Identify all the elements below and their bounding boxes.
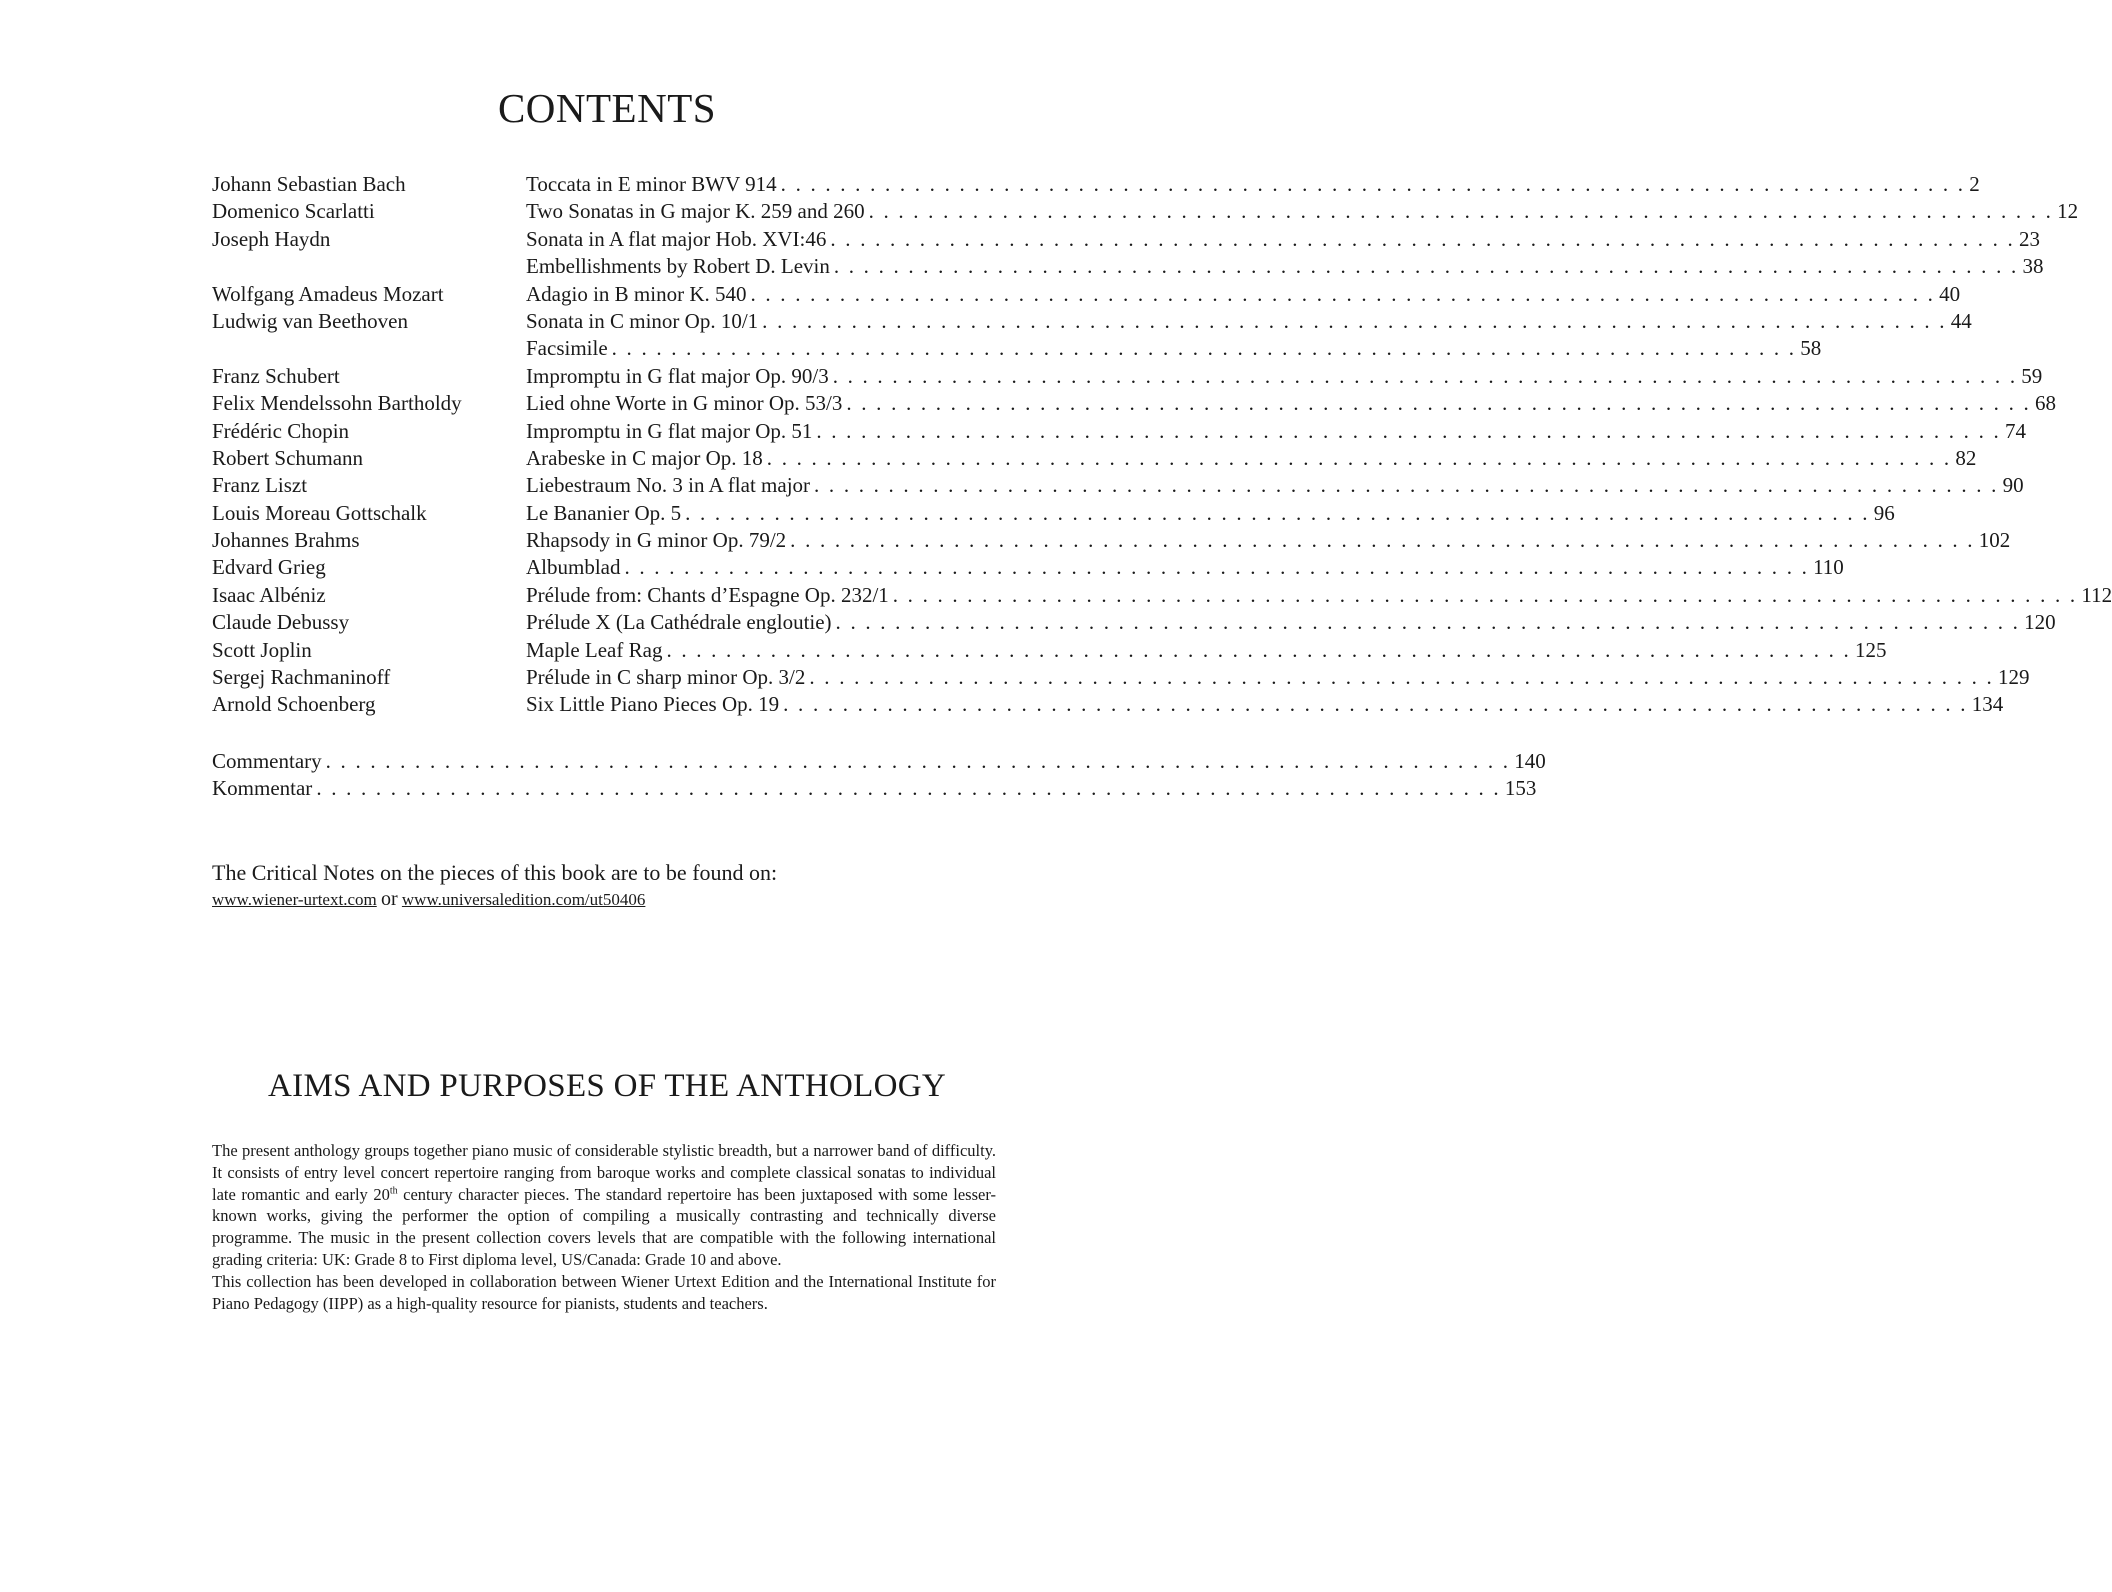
dot-leader: . . . . . . . . . . . . . . . . . . . . . . . . . . . . . . . . . . . . . . . . . . . . . . . . . . . . . . . . . . . . . . . . . . . . . . . . . . . . . . . . [783,692,1968,717]
piece-cell [212,775,1537,802]
piece-title: Embellishments by Robert D. Levin [526,254,830,279]
composer-name: Sergej Rachmaninoff [212,665,391,690]
page-number: 58 [1800,336,1822,361]
piece-title: Impromptu in G flat major Op. 51 [526,418,813,443]
composer-name: Joseph Haydn [212,226,331,251]
contents-entry [212,582,2112,609]
aims-paragraph-1-b: century character pieces. The standard repertoire has been juxtaposed with some lesser-known works, giving the performer the option of compiling a musically contrasting and technically diverse programme. The music in the present collection covers levels that are compatible with the following international grading criteria: UK: Grade 8 to First diploma level, US/Canada: Grade 10 and above. [212,1184,997,1269]
aims-sup: th [389,1185,398,1197]
piece-cell [526,418,2026,445]
contents-entry [212,418,2026,445]
contents-entry [212,472,2024,499]
dot-leader: . . . . . . . . . . . . . . . . . . . . . . . . . . . . . . . . . . . . . . . . . . . . . . . . . . . . . . . . . . . . . . . . . . . . . . . . . . . . . . . . [832,363,2018,388]
section-title: Kommentar [212,776,313,801]
contents-extra-entry [212,775,1537,802]
page-number: 110 [1813,555,1844,580]
piece-title: Sonata in C minor Op. 10/1 [526,308,759,333]
page-number: 140 [1514,749,1546,773]
or-text: or [380,888,398,910]
aims-paragraph-1-a: The present anthology groups together piano music of considerable stylistic breadth, but a narrower band of difficulty. It consists of entry level concert repertoire ranging from baroque works and complete classical sonatas to individual late romantic and early 20 [212,1141,996,1204]
contents-entry [212,445,1977,472]
piece-cell [526,390,2056,417]
composer-name: Edvard Grieg [212,555,326,580]
piece-title: Two Sonatas in G major K. 259 and 260 [526,199,865,224]
composer-name: Franz Schubert [212,363,340,388]
section-title: Commentary [212,749,322,773]
contents-title: CONTENTS [497,85,717,131]
dot-leader: . . . . . . . . . . . . . . . . . . . . . . . . . . . . . . . . . . . . . . . . . . . . . . . . . . . . . . . . . . . . . . . . . . . . . . . . . . . . . . . . [835,610,2021,635]
aims-title: AIMS AND PURPOSES OF THE ANTHOLOGY [268,1068,946,1104]
piece-title: Maple Leaf Rag [526,637,663,662]
page-number: 23 [2018,226,2040,251]
dot-leader: . . . . . . . . . . . . . . . . . . . . . . . . . . . . . . . . . . . . . . . . . . . . . . . . . . . . . . . . . . . . . . . . . . . . . . . . . . . . . . . . [685,500,1870,525]
wiener-urtext-link[interactable]: www.wiener-urtext.com [212,890,377,909]
contents-entry [212,500,1895,527]
dot-leader: . . . . . . . . . . . . . . . . . . . . . . . . . . . . . . . . . . . . . . . . . . . . . . . . . . . . . . . . . . . . . . . . . . . . . . . . . . . . . . . . [766,445,1952,470]
piece-cell [526,472,2024,499]
contents-entry [212,691,2004,718]
piece-title: Sonata in A flat major Hob. XVI:46 [526,226,827,251]
piece-title: Rhapsody in G minor Op. 79/2 [526,528,787,553]
page-number: 96 [1873,500,1895,525]
piece-cell [526,253,2044,280]
piece-cell [526,308,1972,335]
page-number: 2 [1969,172,1980,196]
contents-entry [212,637,1887,664]
piece-cell [526,609,2056,636]
contents-entry [212,335,1822,362]
piece-cell [526,445,1977,472]
dot-leader: . . . . . . . . . . . . . . . . . . . . . . . . . . . . . . . . . . . . . . . . . . . . . . . . . . . . . . . . . . . . . . . . . . . . . . . . . . . . . . . . [892,582,2078,607]
piece-cell [526,171,1980,198]
composer-name: Robert Schumann [212,445,364,470]
dot-leader: . . . . . . . . . . . . . . . . . . . . . . . . . . . . . . . . . . . . . . . . . . . . . . . . . . . . . . . . . . . . . . . . . . . . . . . . . . . . . . . . [750,281,1936,306]
piece-title: Lied ohne Worte in G minor Op. 53/3 [526,391,843,416]
composer-name: Johann Sebastian Bach [212,172,406,196]
composer-name: Isaac Albéniz [212,582,326,607]
contents-extra-list [212,748,1546,803]
contents-entry [212,308,1972,335]
dot-leader: . . . . . . . . . . . . . . . . . . . . . . . . . . . . . . . . . . . . . . . . . . . . . . . . . . . . . . . . . . . . . . . . . . . . . . . . . . . . . . . . [666,637,1852,662]
page-number: 12 [2057,199,2079,224]
piece-title: Adagio in B minor K. 540 [526,281,747,306]
composer-name: Wolfgang Amadeus Mozart [212,281,444,306]
dot-leader: . . . . . . . . . . . . . . . . . . . . . . . . . . . . . . . . . . . . . . . . . . . . . . . . . . . . . . . . . . . . . . . . . . . . . . . . . . . . . . . . [833,254,2019,279]
page-number: 134 [1971,692,2004,717]
composer-name: Domenico Scarlatti [212,199,375,224]
page-number: 129 [1997,665,2030,690]
contents-entry [212,554,1844,581]
piece-title: Le Bananier Op. 5 [526,500,682,525]
piece-cell [526,198,2079,225]
contents-entry [212,253,2044,280]
critical-notes-text: The Critical Notes on the pieces of this book are to be found on: [212,860,778,885]
composer-name: Ludwig van Beethoven [212,308,408,333]
page-number: 153 [1504,776,1537,801]
page-number: 68 [2034,391,2056,416]
dot-leader: . . . . . . . . . . . . . . . . . . . . . . . . . . . . . . . . . . . . . . . . . . . . . . . . . . . . . . . . . . . . . . . . . . . . . . . . . . . . . . . . [325,749,1511,773]
composer-name: Arnold Schoenberg [212,692,376,717]
page-number: 102 [1978,528,2011,553]
dot-leader: . . . . . . . . . . . . . . . . . . . . . . . . . . . . . . . . . . . . . . . . . . . . . . . . . . . . . . . . . . . . . . . . . . . . . . . . . . . . . . . . [830,226,2015,251]
contents-entry [212,226,2040,253]
piece-cell [526,500,1895,527]
contents-extra-entry [212,748,1546,775]
page-number: 82 [1955,445,1977,470]
piece-title: Impromptu in G flat major Op. 90/3 [526,363,829,388]
dot-leader: . . . . . . . . . . . . . . . . . . . . . . . . . . . . . . . . . . . . . . . . . . . . . . . . . . . . . . . . . . . . . . . . . . . . . . . . . . . . . . . . [316,776,1501,801]
dot-leader: . . . . . . . . . . . . . . . . . . . . . . . . . . . . . . . . . . . . . . . . . . . . . . . . . . . . . . . . . . . . . . . . . . . . . . . . . . . . . . . . [611,336,1797,361]
dot-leader: . . . . . . . . . . . . . . . . . . . . . . . . . . . . . . . . . . . . . . . . . . . . . . . . . . . . . . . . . . . . . . . . . . . . . . . . . . . . . . . . [780,172,1966,196]
piece-cell [526,363,2043,390]
critical-notes-links [212,888,1012,911]
piece-title: Prélude in C sharp minor Op. 3/2 [526,665,806,690]
contents-entry [212,198,2079,225]
composer-name: Louis Moreau Gottschalk [212,500,427,525]
contents-entry [212,609,2056,636]
page-number: 59 [2021,363,2043,388]
dot-leader: . . . . . . . . . . . . . . . . . . . . . . . . . . . . . . . . . . . . . . . . . . . . . . . . . . . . . . . . . . . . . . . . . . . . . . . . . . . . . . . . [809,665,1994,690]
composer-name: Claude Debussy [212,610,350,635]
piece-cell [526,226,2040,253]
piece-cell [526,554,1844,581]
page-number: 44 [1950,308,1972,333]
universaledition-link[interactable]: www.universaledition.com/ut50406 [401,890,646,909]
piece-title: Prélude X (La Cathédrale engloutie) [526,610,832,635]
piece-cell [212,748,1546,775]
page-number: 125 [1855,637,1887,662]
page-number: 74 [2004,418,2026,443]
page-number: 38 [2022,254,2044,279]
composer-name: Franz Liszt [212,473,308,498]
dot-leader: . . . . . . . . . . . . . . . . . . . . . . . . . . . . . . . . . . . . . . . . . . . . . . . . . . . . . . . . . . . . . . . . . . . . . . . . . . . . . . . . [814,473,1999,498]
piece-cell [526,664,2030,691]
contents-list [212,171,2112,719]
dot-leader: . . . . . . . . . . . . . . . . . . . . . . . . . . . . . . . . . . . . . . . . . . . . . . . . . . . . . . . . . . . . . . . . . . . . . . . . . . . . . . . . [868,199,2054,224]
piece-title: Facsimile [526,336,608,361]
contents-entry [212,171,1980,198]
dot-leader: . . . . . . . . . . . . . . . . . . . . . . . . . . . . . . . . . . . . . . . . . . . . . . . . . . . . . . . . . . . . . . . . . . . . . . . . . . . . . . . . [846,391,2031,416]
composer-name: Felix Mendelssohn Bartholdy [212,391,462,416]
page-number: 40 [1939,281,1961,306]
piece-title: Liebestraum No. 3 in A flat major [526,473,811,498]
critical-notes [212,858,1012,911]
page-number: 120 [2024,610,2056,635]
piece-title: Six Little Piano Pieces Op. 19 [526,692,780,717]
composer-name: Scott Joplin [212,637,312,662]
composer-name: Frédéric Chopin [212,418,350,443]
composer-name: Johannes Brahms [212,528,360,553]
composer-name [212,253,526,280]
piece-cell [526,335,1822,362]
contents-entry [212,390,2056,417]
piece-cell [526,691,2004,718]
dot-leader: . . . . . . . . . . . . . . . . . . . . . . . . . . . . . . . . . . . . . . . . . . . . . . . . . . . . . . . . . . . . . . . . . . . . . . . . . . . . . . . . [624,555,1810,580]
piece-title: Toccata in E minor BWV 914 [526,172,777,196]
dot-leader: . . . . . . . . . . . . . . . . . . . . . . . . . . . . . . . . . . . . . . . . . . . . . . . . . . . . . . . . . . . . . . . . . . . . . . . . . . . . . . . . [816,418,2001,443]
contents-entry [212,664,2030,691]
piece-cell [526,527,2011,554]
piece-cell [526,582,2112,609]
aims-paragraph-2: This collection has been developed in collaboration between Wiener Urtext Edition and the International Institute for Piano Pedagogy (IIPP) as a high-quality resource for pianists, students and teachers. [212,1271,996,1313]
piece-title: Albumblad [526,555,621,580]
piece-title: Arabeske in C major Op. 18 [526,445,763,470]
contents-entry [212,527,2011,554]
aims-text [212,1140,996,1314]
page-number: 112 [2081,582,2112,607]
piece-cell [526,281,1961,308]
page-number: 90 [2002,473,2024,498]
dot-leader: . . . . . . . . . . . . . . . . . . . . . . . . . . . . . . . . . . . . . . . . . . . . . . . . . . . . . . . . . . . . . . . . . . . . . . . . . . . . . . . . [790,528,1975,553]
piece-title: Prélude from: Chants d’Espagne Op. 232/1 [526,582,889,607]
contents-entry [212,363,2043,390]
composer-name [212,335,526,362]
contents-entry [212,281,1961,308]
dot-leader: . . . . . . . . . . . . . . . . . . . . . . . . . . . . . . . . . . . . . . . . . . . . . . . . . . . . . . . . . . . . . . . . . . . . . . . . . . . . . . . . [762,308,1947,333]
piece-cell [526,637,1887,664]
aims-paragraph-1 [212,1140,996,1271]
